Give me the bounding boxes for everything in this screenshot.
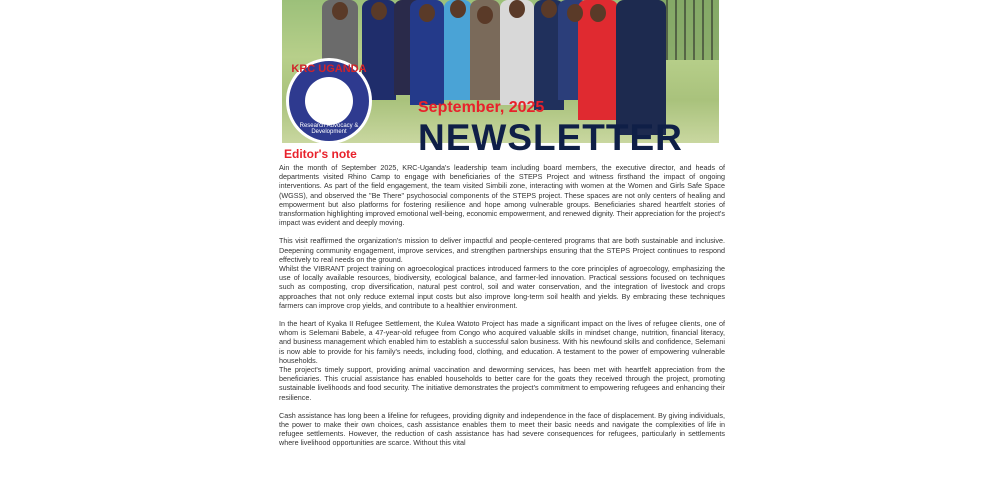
paragraph: In the heart of Kyaka II Refugee Settlement, the Kulea Watoto Project has made a significant impact on the lives of refugee clients, one of whom is Selemani Babele, a 47-year-old refugee from Congo who acquired valuable skills in mindset change, nutrition, financial literacy, and business management which enabled him to establish a successful salon business. With his newfound skills and confidence, Selemani is now able to provide for his family's needs, including food, clothing, and education. A testament to the power of empowering vulnerable households. — [279, 319, 725, 365]
newsletter-month: September, 2025 — [418, 99, 545, 116]
article-body — [279, 163, 725, 457]
person-head — [509, 0, 525, 18]
paragraph: Whilst the VIBRANT project training on agroecological practices introduced farmers to the core principles of agroecology, emphasizing the use of locally available resources, biodiversity, ecological balance, and farmer-led innovation. Practical sessions focused on techniques such as composting, crop diversification, natural pest control, soil and water conservation, and the integration of livestock and crops approaches that not only reduce external input costs but also improve long-term soil health and yields. By embracing these techniques farmers can improve crop yields, and contribute to a healthier environment. — [279, 264, 725, 310]
person-head — [541, 0, 557, 18]
krc-uganda-logo — [286, 58, 372, 144]
paragraph: Cash assistance has long been a lifeline for refugees, providing dignity and independence in the face of displacement. By giving individuals, the power to make their own choices, cash assistance enables them to meet their basic needs and navigate the complexities of life in refugee settlements. However, the reduction of cash assistance has had severe consequences for refugees, particularly in settlements where livelihood opportunities are scarce. Without this vital — [279, 410, 725, 448]
editors-note-heading: Editor's note — [284, 147, 357, 161]
logo-subtext: Research Advocacy & Development — [299, 123, 359, 135]
logo-text: KRC UGANDA — [291, 63, 367, 75]
paragraph: The project's timely support, providing animal vaccination and deworming services, has been met with heartfelt appreciation from the beneficiaries. This crucial assistance has enabled households to better care for the goats they received through the project, promoting sustainable livelihoods and food security. The initiative demonstrates the project's commitment to empowering refugees and enhancing their resilience. — [279, 365, 725, 402]
paragraph: This visit reaffirmed the organization's mission to deliver impactful and people-centered programs that are both sustainable and inclusive. Deepening community engagement, improve services, and strengthen partnerships ensuring that the STEPS Project continues to respond effectively to real needs on the ground. — [279, 236, 725, 264]
person-head — [477, 6, 493, 24]
person-head — [332, 2, 348, 20]
newsletter-title: NEWSLETTER — [418, 117, 683, 158]
person-head — [419, 4, 435, 22]
person-head — [567, 4, 583, 22]
paragraph: Ain the month of September 2025, KRC-Uganda's leadership team including board members, the executive director, and heads of departments visited Rhino Camp to engage with beneficiaries of the STEPS Project and witness firsthand the impact of ongoing interventions. As part of the field engagement, the team visited Simbili zone, interacting with women at the Women and Girls Safe Space (WGSS), and observed the "Be There" psychosocial components of the STEPS project. These spaces are not only centers of healing and empowerment but also platforms for fostering resilience and hope among vulnerable groups. Beneficiaries shared heartfelt stories of transformation highlighting improved emotional well-being, economic empowerment, and renewed dignity. Their appreciation for the project's impact was evident and deeply moving. — [279, 163, 725, 228]
person-head — [450, 0, 466, 18]
person-head — [371, 2, 387, 20]
person-head — [590, 4, 606, 22]
person-figure — [616, 0, 666, 135]
logo-emblem — [305, 77, 353, 125]
